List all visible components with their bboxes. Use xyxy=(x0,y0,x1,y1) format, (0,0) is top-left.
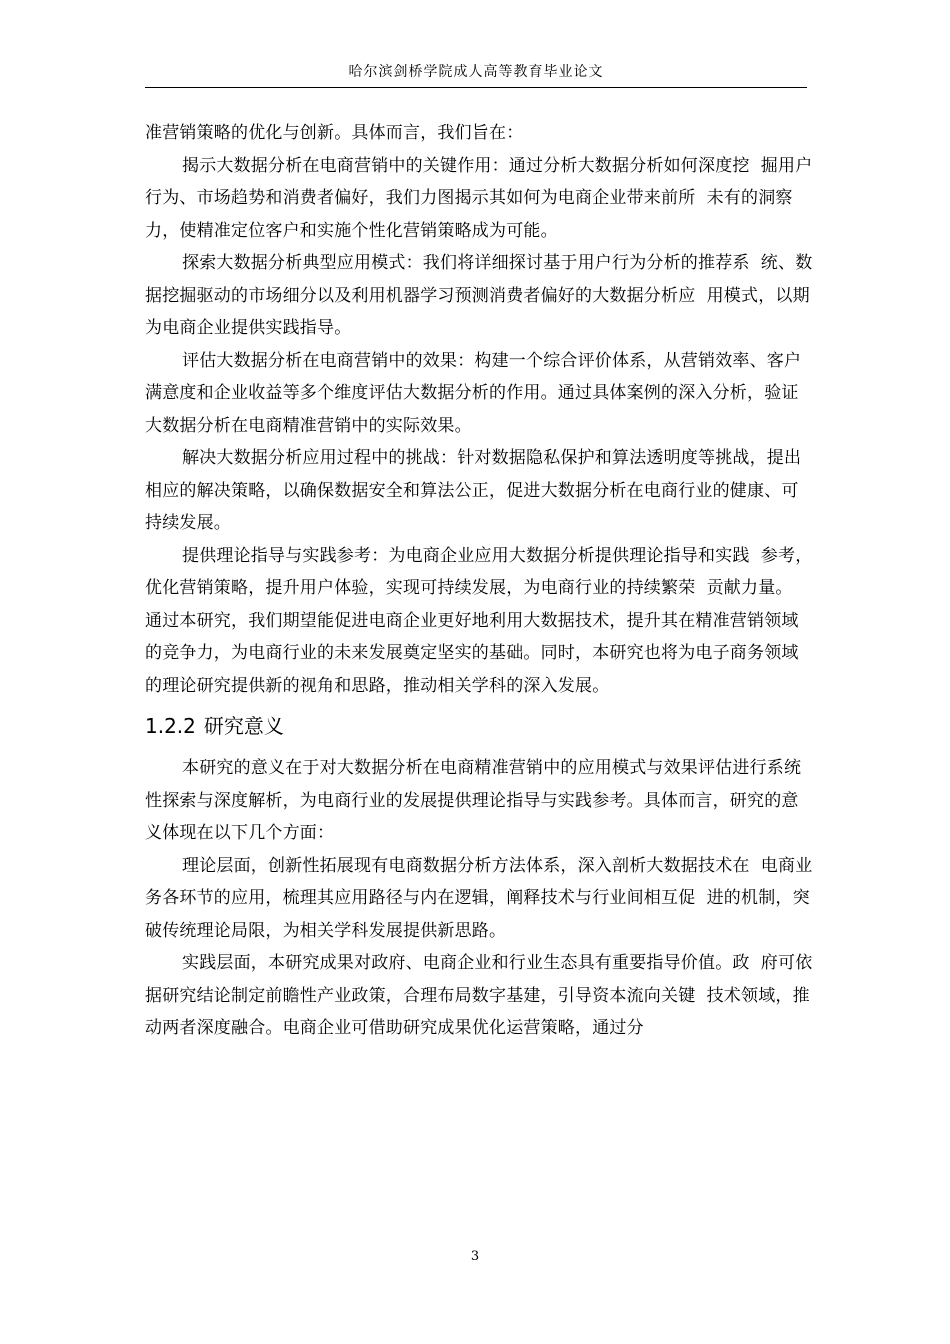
paragraph-intro-continuation: 准营销策略的优化与创新。具体而言，我们旨在： xyxy=(145,123,524,143)
section-title: 研究意义 xyxy=(203,714,284,738)
header-divider xyxy=(145,87,807,88)
section-number: 1.2.2 xyxy=(145,714,196,738)
section-heading xyxy=(145,712,815,740)
paragraph-significance-theory: 理论层面，创新性拓展现有电商数据分析方法体系，深入剖析大数据技术在 电商业务各环节的应用，梳理其应用路径与内在逻辑，阐释技术与行业间相互促 进的机制，突破传统理论局限，为相关学科发展提供新思路。 xyxy=(145,855,813,941)
paragraph-aim-challenges: 解决大数据分析应用过程中的挑战：针对数据隐私保护和算法透明度等挑战，提出相应的解决策略，以确保数据安全和算法公正，促进大数据分析在电商行业的健康、可持续发展。 xyxy=(145,448,802,533)
paragraph-aim-guidance: 提供理论指导与实践参考：为电商企业应用大数据分析提供理论指导和实践 参考，优化营销策略，提升用户体验，实现可持续发展，为电商行业的持续繁荣 贡献力量。 xyxy=(145,545,813,598)
paragraph-aim-explore: 探索大数据分析典型应用模式：我们将详细探讨基于用户行为分析的推荐系 统、数据挖掘驱动的市场细分以及利用机器学习预测消费者偏好的大数据分析应 用模式，以期为电商企业提供实践指导。 xyxy=(145,253,813,338)
paragraph-significance-practice: 实践层面，本研究成果对政府、电商企业和行业生态具有重要指导价值。政 府可依据研究结论制定前瞻性产业政策，合理布局数字基建，引导资本流向关键 技术领域，推动两者深度融合。电商企业可借助研究成果优化运营策略，通过分 xyxy=(145,953,813,1038)
page-number: 3 xyxy=(470,1249,480,1264)
paragraph-expectation: 通过本研究，我们期望能促进电商企业更好地利用大数据技术，提升其在精准营销领域的竞争力，为电商行业的未来发展奠定坚实的基础。同时，本研究也将为电子商务领域的理论研究提供新的视角和思路，推动相关学科的深入发展。 xyxy=(145,610,799,696)
paragraph-aim-reveal: 揭示大数据分析在电商营销中的关键作用：通过分析大数据分析如何深度挖 掘用户行为、市场趋势和消费者偏好，我们力图揭示其如何为电商企业带来前所 未有的洞察力，使精准定位客户和实施个性化营销策略成为可能。 xyxy=(145,155,813,241)
page-header: 哈尔滨剑桥学院成人高等教育毕业论文 xyxy=(348,64,604,80)
document-body xyxy=(145,117,815,1045)
paragraph-aim-evaluate: 评估大数据分析在电商营销中的效果：构建一个综合评价体系，从营销效率、客户满意度和企业收益等多个维度评估大数据分析的作用。通过具体案例的深入分析，验证大数据分析在电商精准营销中的实际效果。 xyxy=(145,350,802,436)
paragraph-significance-intro: 本研究的意义在于对大数据分析在电商精准营销中的应用模式与效果评估进行系统性探索与深度解析，为电商行业的发展提供理论指导与实践参考。具体而言，研究的意义体现在以下几个方面： xyxy=(145,758,802,843)
